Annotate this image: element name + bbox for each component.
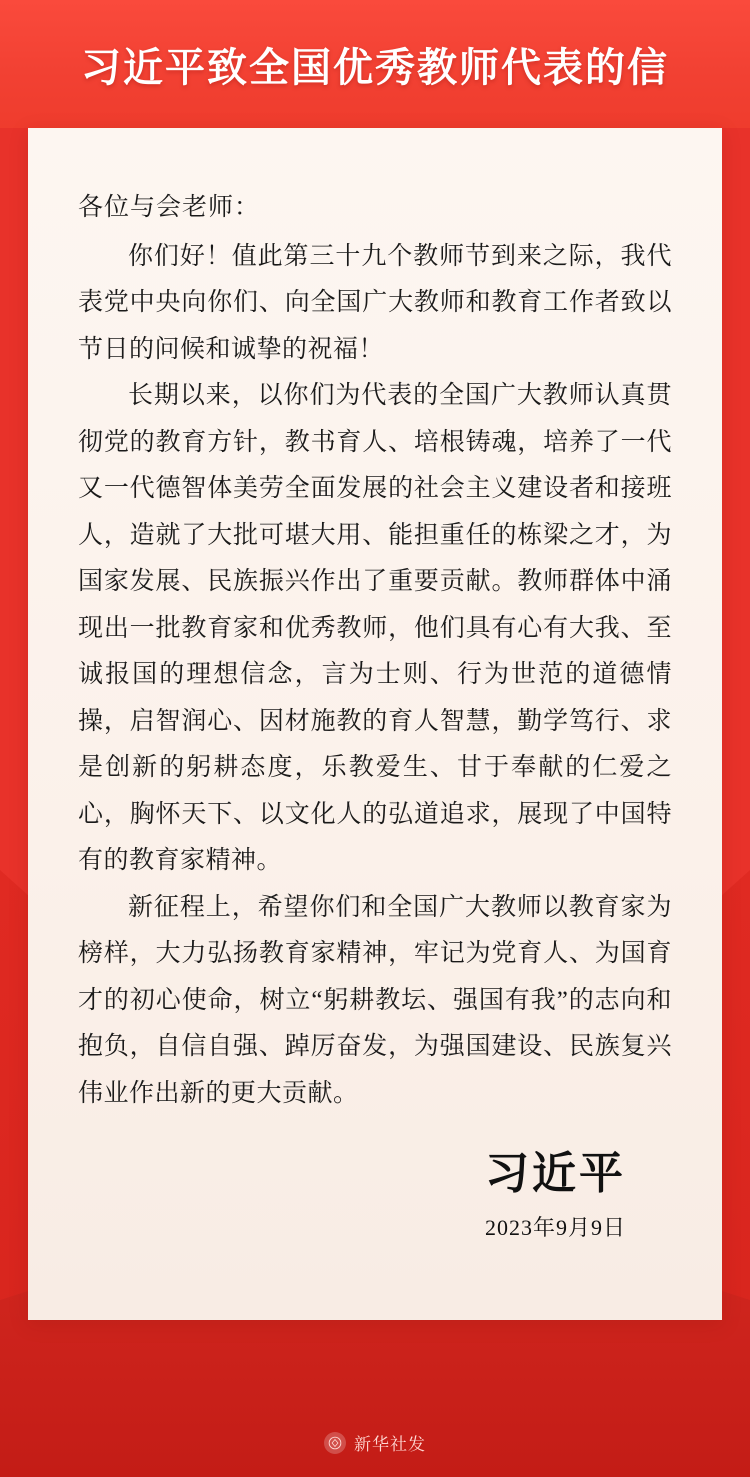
footer-credit: [0, 1430, 750, 1455]
letter-salutation: 各位与会老师：: [78, 194, 261, 221]
letter-paragraph-1: 你们好！值此第三十九个教师节到来之际，我代表党中央向你们、向全国广大教师和教育工作者致以节日的问候和诚挚的祝福！: [78, 242, 672, 363]
signature-block: [485, 1137, 626, 1242]
signature-date: 2023年9月9日: [484, 1215, 626, 1240]
credit-label: 新华社发: [354, 1435, 426, 1454]
signature-name: 习近平: [484, 1149, 626, 1198]
letter-paragraph-2: 长期以来，以你们为代表的全国广大教师认真贯彻党的教育方针，教书育人、培根铸魂，培养了一代又一代德智体美劳全面发展的社会主义建设者和接班人，造就了大批可堪大用、能担重任的栋梁之才，为国家发展、民族振兴作出了重要贡献。教师群体中涌现出一批教育家和优秀教师，他们具有心有大我、至诚报国的理想信念，言为士则、行为世范的道德情操，启智润心、因材施教的育人智慧，勤学笃行、求是创新的躬耕态度，乐教爱生、甘于奉献的仁爱之心，胸怀天下、以文化人的弘道追求，展现了中国特有的教育家精神。: [78, 382, 672, 874]
banner: [0, 0, 750, 128]
page-title: 习近平致全国优秀教师代表的信: [81, 44, 669, 90]
letter-paper: [28, 128, 722, 1320]
letter-paragraph-3: 新征程上，希望你们和全国广大教师以教育家为榜样，大力弘扬教育家精神，牢记为党育人、为国育才的初心使命，树立“躬耕教坛、强国有我”的志向和抱负，自信自强、踔厉奋发，为强国建设、民族复兴伟业作出新的更大贡献。: [78, 893, 672, 1107]
xinhua-logo-icon: [324, 1432, 346, 1454]
